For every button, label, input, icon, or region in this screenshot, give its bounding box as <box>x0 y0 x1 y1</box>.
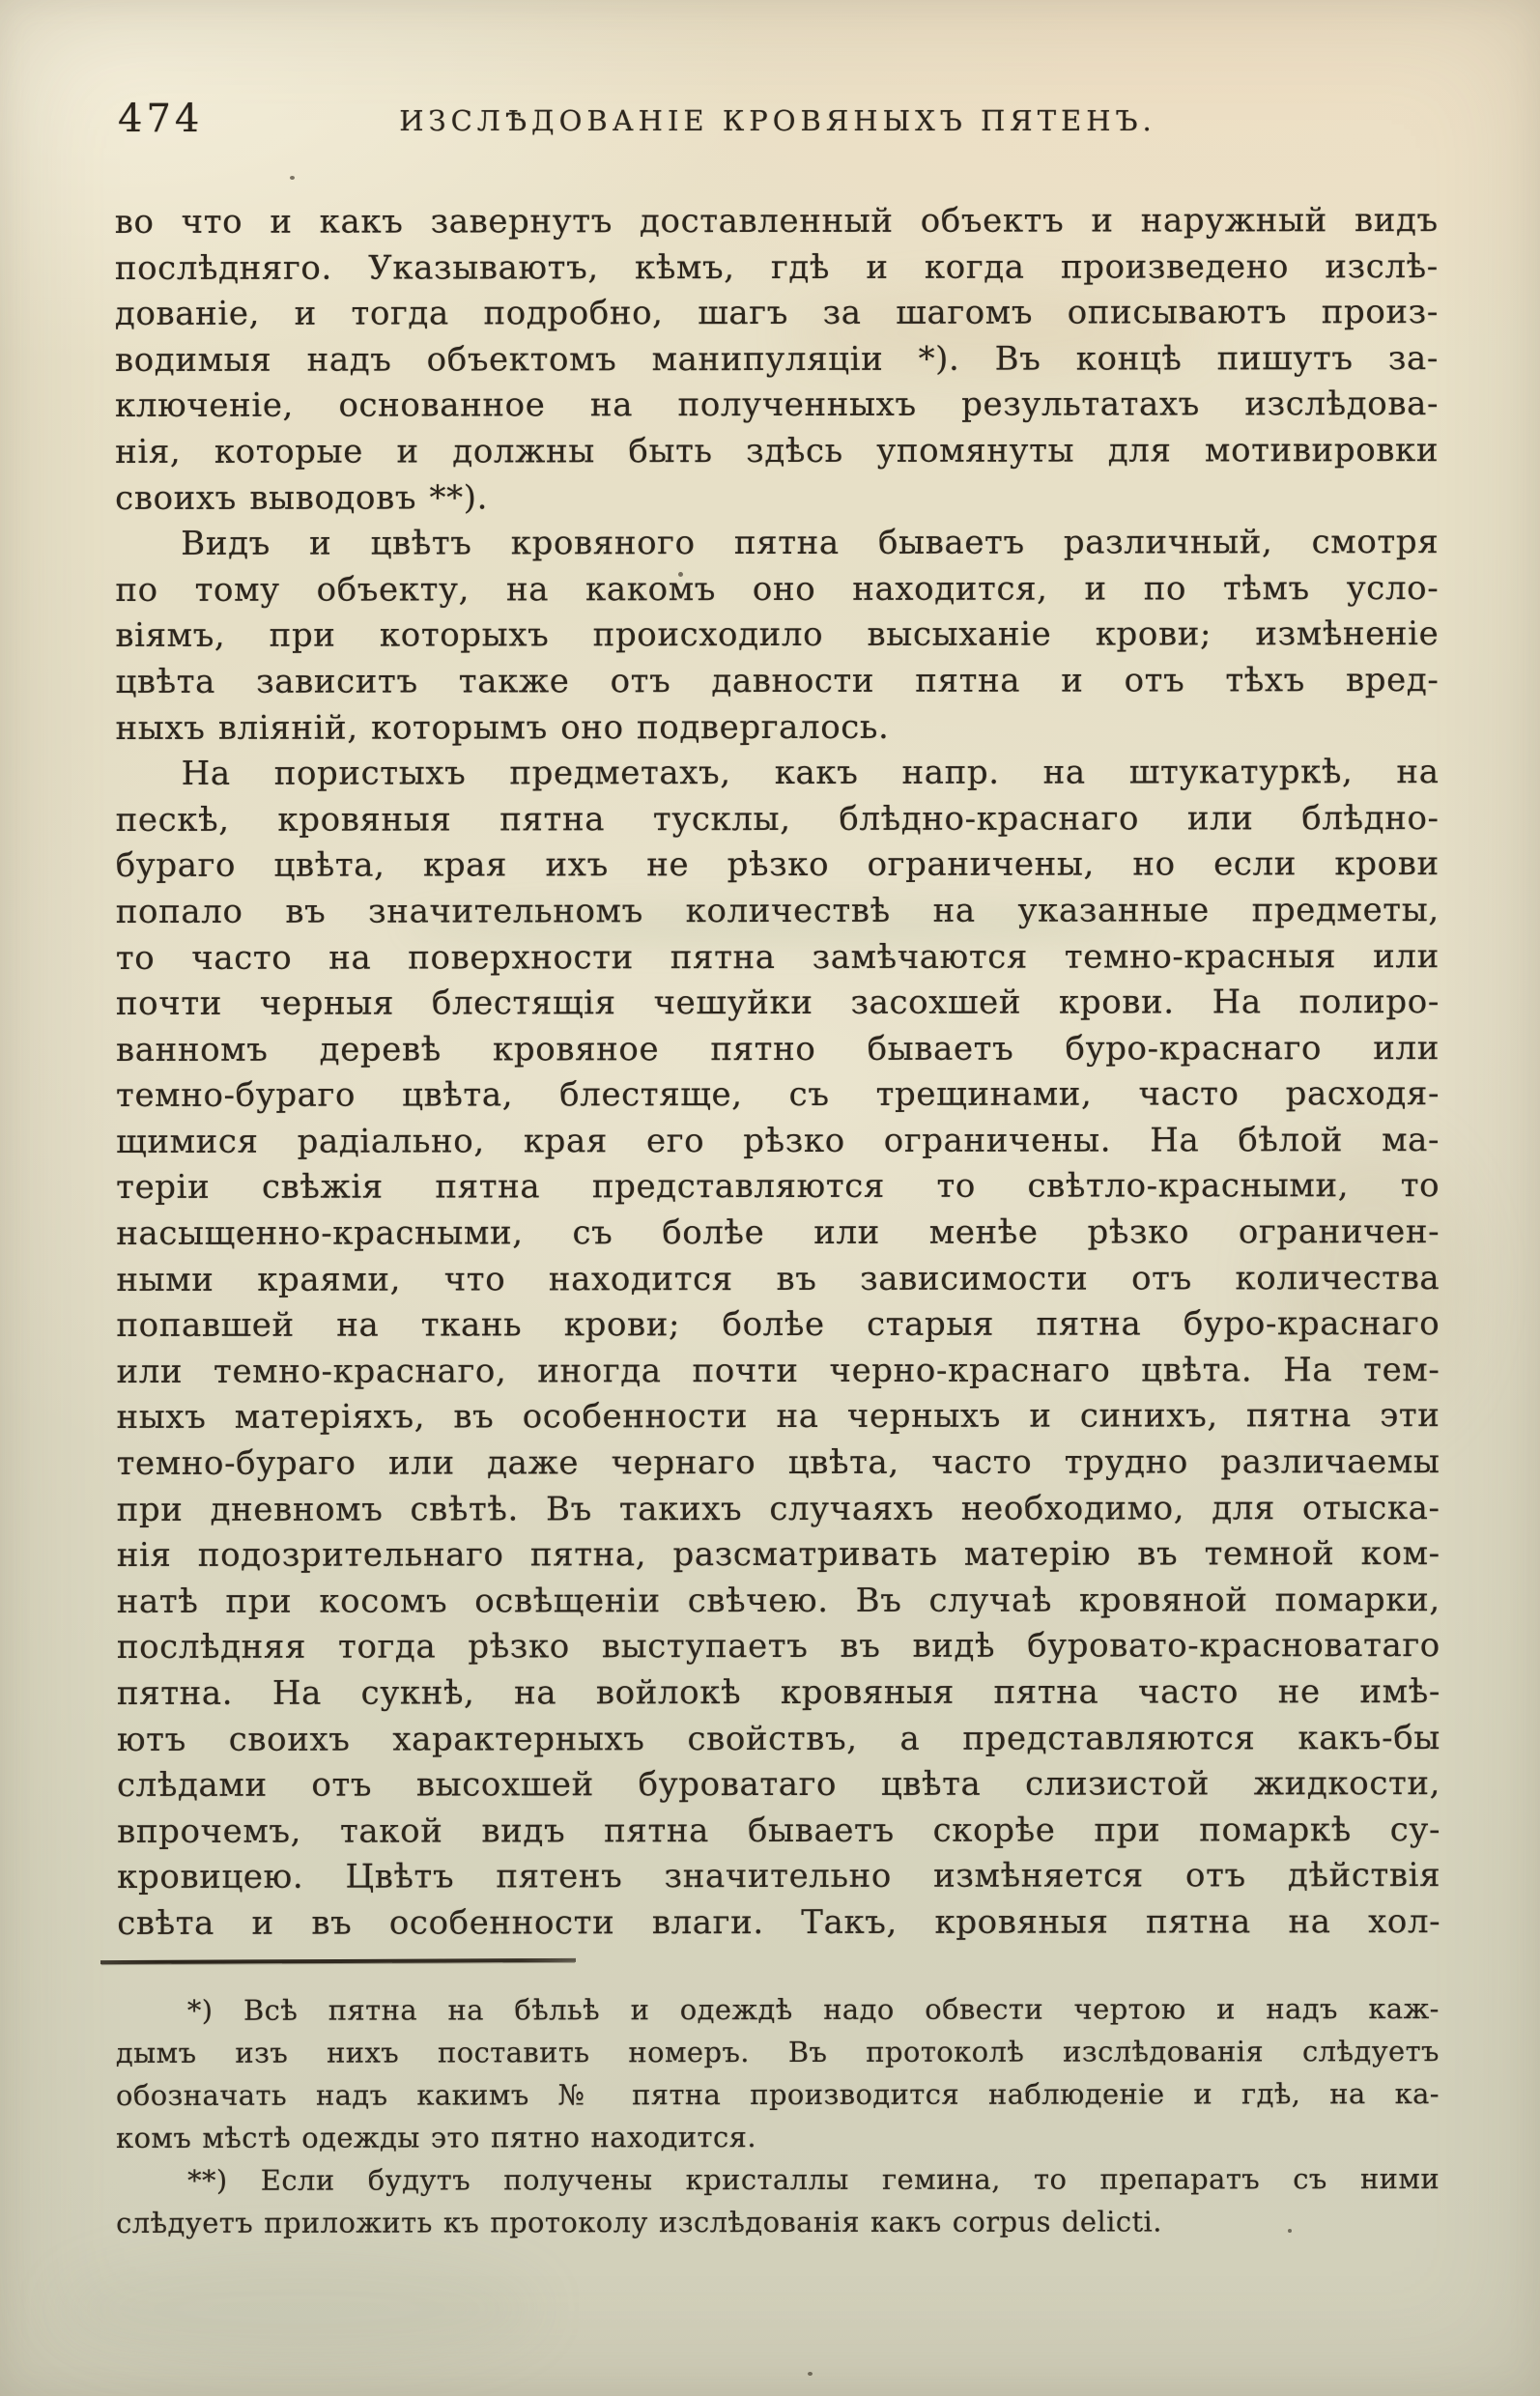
text-line: ныхъ вліяній, которымъ оно подвергалось. <box>115 707 890 748</box>
text-line: попало въ значительномъ количествѣ на указанные предметы, <box>115 890 1440 931</box>
text-line: ключеніе, основанное на полученныхъ результатахъ изслѣдова- <box>115 385 1440 426</box>
text-line: кровицею. Цвѣтъ пятенъ значительно измѣняется отъ дѣйствія <box>117 1856 1441 1897</box>
text-line: своихъ выводовъ **). <box>115 477 489 518</box>
text-line: цвѣта зависитъ также отъ давности пятна и отъ тѣхъ вред- <box>115 660 1440 701</box>
text-line: попавшей на ткань крови; болѣе старыя пятна буро-краснаго <box>116 1304 1440 1346</box>
text-line: пескѣ, кровяныя пятна тусклы, блѣдно-краснаго или блѣдно- <box>115 798 1440 840</box>
text-line: щимися радіально, края его рѣзко ограничены. На бѣлой ма- <box>116 1120 1440 1161</box>
text-line: комъ мѣстѣ одежды это пятно находится. <box>116 2121 756 2154</box>
text-line: темно-бураго цвѣта, блестяще, съ трещинами, часто расходя- <box>116 1074 1440 1116</box>
text-line: насыщенно-красными, съ болѣе или менѣе рѣзко ограничен- <box>116 1212 1440 1254</box>
text-line: водимыя надъ объектомъ манипуляціи *). Въ концѣ пишутъ за- <box>114 338 1439 380</box>
text-line: послѣдняго. Указываютъ, кѣмъ, гдѣ и когда произведено изслѣ- <box>114 246 1439 288</box>
text-line: На пористыхъ предметахъ, какъ напр. на штукатуркѣ, на <box>181 753 1440 793</box>
text-line: слѣдами отъ высохшей буроватаго цвѣта слизистой жидкости, <box>117 1764 1441 1806</box>
text-line: натѣ при косомъ освѣщеніи свѣчею. Въ случаѣ кровяной помарки, <box>116 1580 1440 1621</box>
text-line: при дневномъ свѣтѣ. Въ такихъ случаяхъ необходимо, для отыска- <box>116 1488 1440 1529</box>
text-line: слѣдуетъ приложить къ протоколу изслѣдованія какъ corpus delicti. <box>116 2205 1162 2239</box>
text-line: почти черныя блестящія чешуйки засохшей крови. На полиро- <box>115 983 1440 1024</box>
footnotes <box>116 1987 1440 2244</box>
text-line: *) Всѣ пятна на бѣльѣ и одеждѣ надо обвести чертою и надъ каж- <box>186 1992 1440 2027</box>
text-line: темно-бураго или даже чернаго цвѣта, часто трудно различаемы <box>116 1442 1440 1483</box>
page-number: 474 <box>118 97 204 141</box>
text-line: по тому объекту, на какомъ оно находится, и по тѣмъ усло- <box>115 568 1440 610</box>
text-line: нія подозрительнаго пятна, разсматривать матерію въ темной ком- <box>116 1534 1440 1576</box>
text-line: нія, которые и должны быть здѣсь упомянуты для мотивировки <box>115 431 1440 471</box>
text-line: Видъ и цвѣтъ кровяного пятна бываетъ различный, смотря <box>181 523 1440 564</box>
paper-stain <box>58 2251 541 2367</box>
text-line: пятна. На сукнѣ, на войлокѣ кровяныя пятна часто не имѣ- <box>116 1672 1440 1713</box>
text-line: то часто на поверхности пятна замѣчаются темно-красныя или <box>115 936 1440 978</box>
text-line: ными краями, что находится въ зависимости отъ количества <box>116 1258 1440 1299</box>
text-line: или темно-краснаго, иногда почти черно-краснаго цвѣта. На тем- <box>116 1350 1440 1391</box>
text-line: дымъ изъ нихъ поставить номеръ. Въ протоколѣ изслѣдованія слѣдуетъ <box>115 2035 1440 2069</box>
text-line: свѣта и въ особенности влаги. Такъ, кровяныя пятна на хол- <box>117 1902 1441 1943</box>
text-line: дованіе, и тогда подробно, шагъ за шагомъ описываютъ произ- <box>114 293 1439 334</box>
main-text <box>115 198 1441 1947</box>
text-line: ныхъ матеріяхъ, въ особенности на черныхъ и синихъ, пятна эти <box>116 1396 1440 1438</box>
running-title: ИЗСЛѢДОВАНІЕ КРОВЯНЫХЪ ПЯТЕНЪ. <box>399 104 1156 137</box>
text-line: во что и какъ завернутъ доставленный объектъ и наружный видъ <box>114 201 1439 242</box>
paper-speck <box>808 2372 813 2376</box>
paper-speck <box>290 176 295 180</box>
text-line: обозначать надъ какимъ № пятна производится наблюденіе и гдѣ, на ка- <box>115 2077 1440 2112</box>
text-line: ванномъ деревѣ кровяное пятно бываетъ буро-краснаго или <box>115 1028 1440 1070</box>
text-line: впрочемъ, такой видъ пятна бываетъ скорѣе при помаркѣ су- <box>117 1810 1441 1851</box>
text-line: послѣдняя тогда рѣзко выступаетъ въ видѣ буровато-красноватаго <box>116 1626 1440 1668</box>
text-line: віямъ, при которыхъ происходило высыханіе крови; измѣненіе <box>115 614 1440 656</box>
text-line: теріи свѣжія пятна представляются то свѣтло-красными, то <box>116 1166 1440 1208</box>
text-line: бураго цвѣта, края ихъ не рѣзко ограничены, но если крови <box>115 844 1440 886</box>
text-line: **) Если будутъ получены кристаллы гемина, то препаратъ съ ними <box>187 2162 1440 2197</box>
footnote-separator <box>100 1958 576 1964</box>
text-line: ютъ своихъ характерныхъ свойствъ, а представляются какъ-бы <box>116 1718 1440 1759</box>
